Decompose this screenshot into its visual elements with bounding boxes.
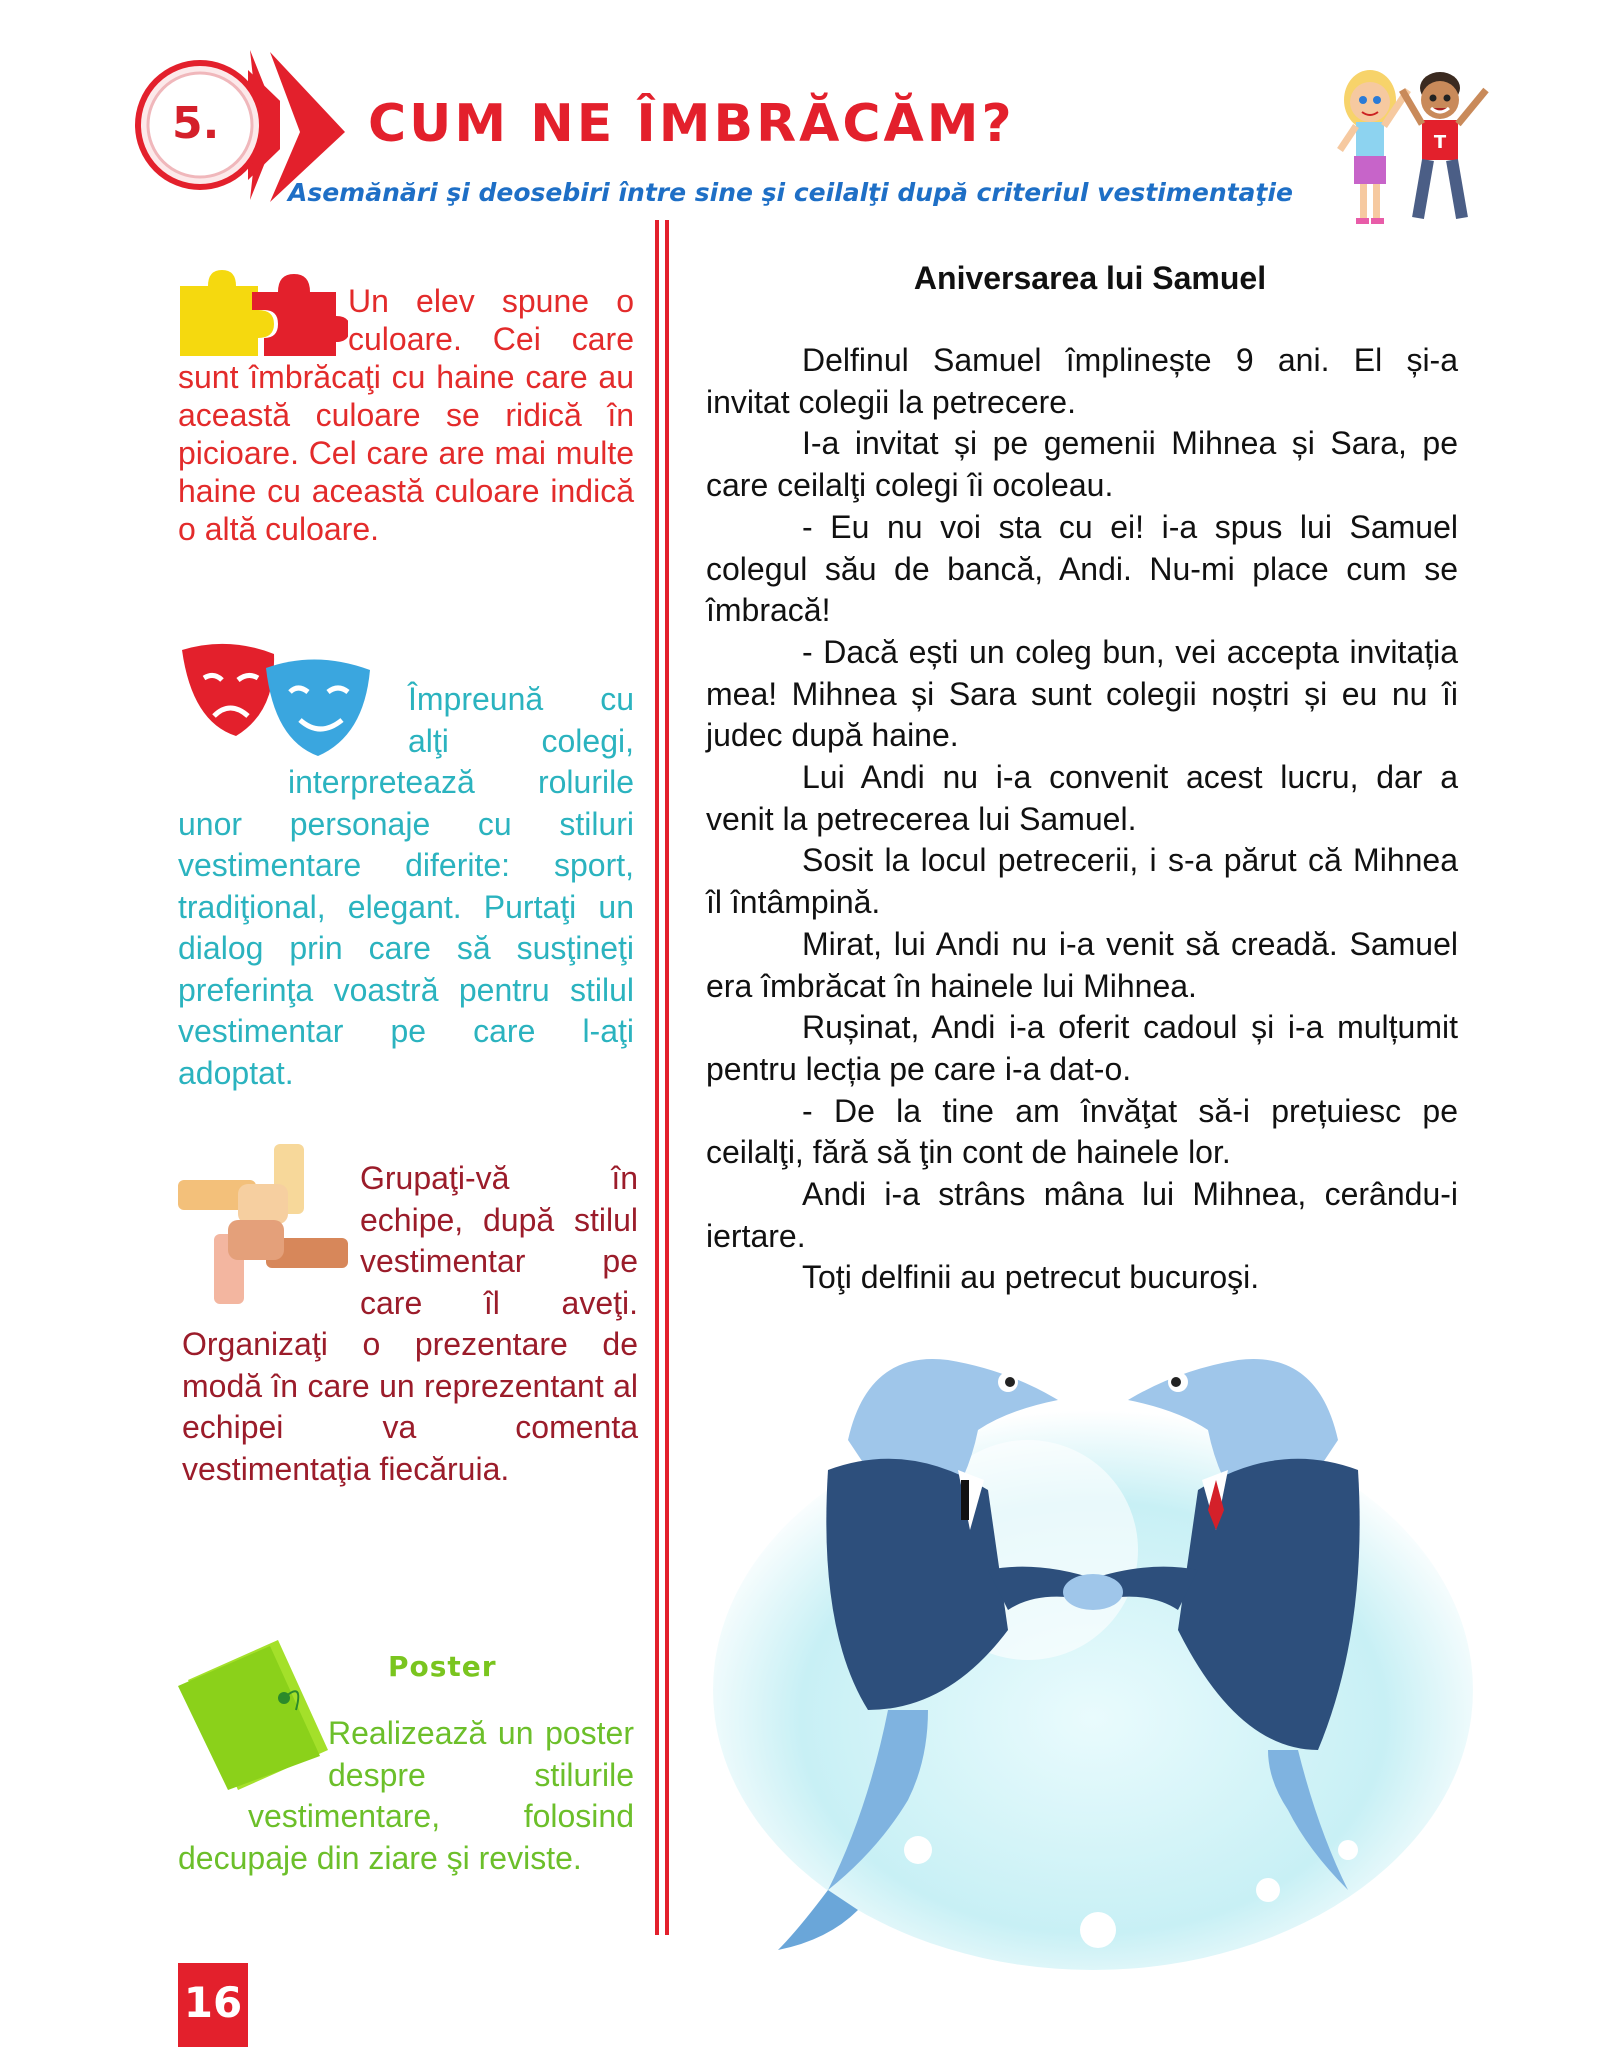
story-paragraph: Toţi delfinii au petrecut bucuroşi.	[802, 1259, 1260, 1296]
dolphins-handshake-illustration	[708, 1330, 1478, 1980]
story-title: Aniversarea lui Samuel	[913, 260, 1267, 296]
story-body	[706, 340, 1458, 1299]
story-paragraph: Andi i-a strâns mâna lui Mihnea, cerându-i iertare.	[706, 1176, 1458, 1254]
story-paragraph: Sosit la locul petrecerii, i s-a părut că Mihnea îl întâmpină.	[706, 842, 1458, 921]
poster-heading: Poster	[388, 1650, 497, 1683]
activity-3-text	[182, 1158, 638, 1490]
story-paragraph: I-a invitat și pe gemenii Mihnea și Sara, pe care ceilalţi colegi îi ocoleau.	[706, 425, 1458, 504]
lesson-number: 5.	[172, 98, 220, 149]
column-divider	[655, 220, 671, 1935]
page-number: 16	[183, 1978, 243, 2027]
activity-1-paragraph: Un elev spune o culoare. Cei care sunt îmbrăcaţi cu haine care au această culoare se ridică în picioare. Cel care are mai multe haine cu această culoare indică o altă culoare.	[178, 283, 634, 547]
story-paragraph: - Eu nu voi sta cu ei! i-a spus lui Samuel colegul său de bancă, Andi. Nu-mi place cum se îmbracă!	[706, 508, 1458, 629]
story-paragraph: - De la tine am învăţat să-i prețuiesc pe ceilalţi, fără să ţin cont de hainele lor.	[706, 1092, 1458, 1171]
page-title: CUM NE ÎMBRĂCĂM?	[368, 94, 1015, 154]
story-paragraph: - Dacă ești un coleg bun, vei accepta invitația mea! Mihnea și Sara sunt colegii noștri și eu nu îi judec după haine.	[706, 633, 1458, 754]
page-subtitle: Asemănări şi deosebiri între sine şi ceilalţi după criteriul vestimentaţie	[288, 178, 1293, 207]
story-paragraph: Mirat, lui Andi nu i-a venit să creadă. Samuel era îmbrăcat în hainele lui Mihnea.	[706, 925, 1458, 1004]
kids-illustration	[1310, 60, 1500, 230]
story-paragraph: Delfinul Samuel împlinește 9 ani. El și-a invitat colegii la petrecere.	[706, 342, 1458, 420]
activity-3-paragraph: Grupaţi-vă în echipe, după stilul vestimentar pe care îl aveţi. Organizaţi o prezentare de modă în care un reprezentant al echipei va comenta vestimentaţia fiecăruia.	[182, 1160, 638, 1487]
activity-4-text	[178, 1713, 634, 1879]
activity-2-text	[178, 679, 634, 1094]
activity-4-paragraph: Realizează un poster despre stilurile vestimentare, folosind decupaje din ziare şi reviste.	[178, 1715, 634, 1876]
story-paragraph: Rușinat, Andi i-a oferit cadoul și i-a mulțumit pentru lecția pe care i-a dat-o.	[706, 1009, 1458, 1087]
activity-1-text	[178, 282, 634, 548]
activity-2-paragraph: Împreună cu alţi colegi, interpretează rolurile unor personaje cu stiluri vestimentare diferite: sport, tradiţional, elegant. Purtaţi un dialog prin care să susţineţi preferinţa voastră pentru stilul vestimentar pe care l-aţi adoptat.	[178, 681, 634, 1091]
svg-text:T: T	[1433, 132, 1447, 153]
story-paragraph: Lui Andi nu i-a convenit acest lucru, dar a venit la petrecerea lui Samuel.	[706, 759, 1458, 837]
